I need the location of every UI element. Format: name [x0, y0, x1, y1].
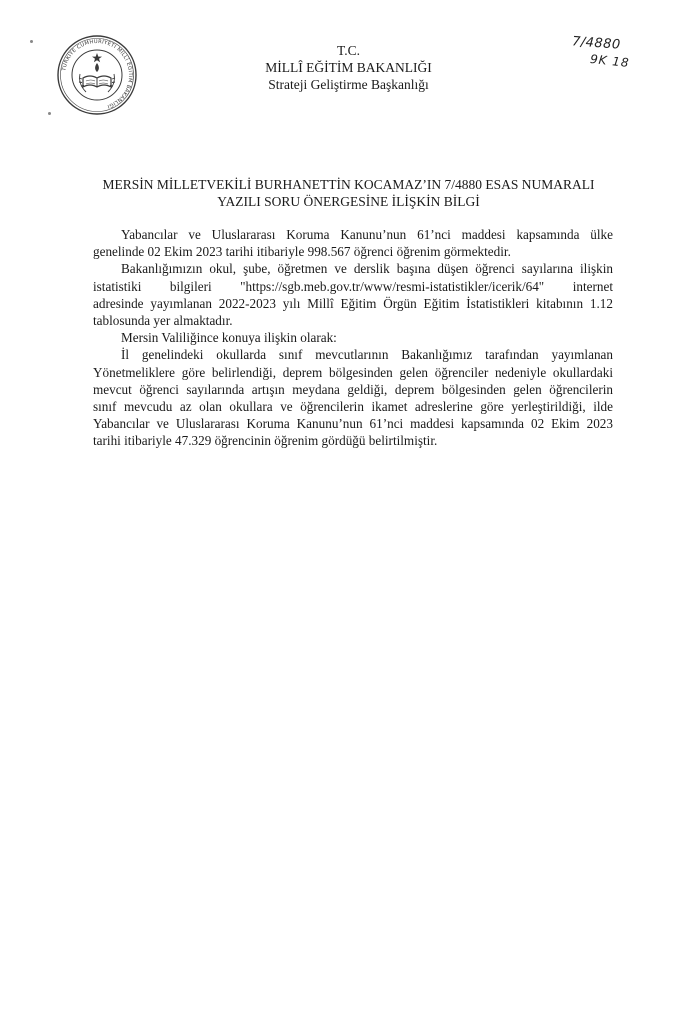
letterhead	[200, 42, 497, 93]
document-body	[93, 226, 613, 450]
paragraph-1	[93, 226, 613, 260]
body-line: tablosunda yer almaktadır.	[93, 313, 233, 329]
body-line: Bakanlığımızın okul, şube, öğretmen ve derslik başına düşen öğrenci sayılarına ilişkin	[121, 261, 613, 277]
handwritten-code: 9K 18	[589, 51, 631, 71]
body-line: mevcut öğrenci sayılarında artışın meydana geldiği, deprem bölgesinden gelen öğrencilerin	[93, 381, 613, 397]
handwritten-note	[572, 36, 652, 86]
header-country: T.C.	[337, 43, 360, 58]
scan-mark	[48, 112, 51, 115]
ministry-seal-logo	[56, 34, 138, 116]
body-line: adresinde yayımlanan 2022-2023 yılı Millî Eğitim Örgün Eğitim İstatistikleri kitabının 1.12	[93, 295, 613, 311]
body-line: genelinde 02 Ekim 2023 tarihi itibariyle 998.567 öğrenci öğrenim görmektedir.	[93, 244, 511, 260]
header-ministry: MİLLÎ EĞİTİM BAKANLIĞI	[265, 60, 432, 75]
title-line-2: YAZILI SORU ÖNERGESİNE İLİŞKİN BİLGİ	[217, 194, 480, 209]
paragraph-4	[93, 346, 613, 449]
paragraph-2	[93, 260, 613, 329]
body-line: Yönetmeliklere göre belirlendiği, deprem bölgesinden gelen öğrenciler nedeniyle okullardaki	[93, 364, 613, 380]
body-line: Yabancılar ve Uluslararası Koruma Kanunu’nun 61’nci maddesi kapsamında 02 Ekim 2023	[93, 416, 613, 432]
body-line: tarihi itibariyle 47.329 öğrencinin öğrenim gördüğü belirtilmiştir.	[93, 433, 438, 449]
body-line: Yabancılar ve Uluslararası Koruma Kanunu’nun 61’nci maddesi kapsamında ülke	[121, 227, 613, 242]
document-title	[60, 176, 637, 210]
body-line: Mersin Valiliğince konuya ilişkin olarak:	[121, 330, 337, 346]
body-line: istatistiki bilgileri "https://sgb.meb.gov.tr/www/resmi-istatistikler/icerik/64" internet	[93, 278, 613, 294]
scan-mark	[30, 40, 33, 43]
body-line: İl genelindeki okullarda sınıf mevcutlarının Bakanlığımız tarafından yayımlanan	[121, 347, 613, 363]
paragraph-3	[93, 329, 613, 346]
header-department: Strateji Geliştirme Başkanlığı	[268, 77, 429, 92]
title-line-1: MERSİN MİLLETVEKİLİ BURHANETTİN KOCAMAZ’IN 7/4880 ESAS NUMARALI	[102, 177, 595, 192]
handwritten-reference: 7/4880	[571, 34, 622, 53]
body-line: sınıf mevcudu az olan okullara ve öğrencilerin ikamet adreslerine göre yerleştirildiği, ilde	[93, 399, 613, 415]
svg-text:TÜRKİYE CUMHURİYETİ MİLLÎ EĞİT: TÜRKİYE CUMHURİYETİ MİLLÎ EĞİTİM BAKANLIĞI	[61, 38, 134, 110]
